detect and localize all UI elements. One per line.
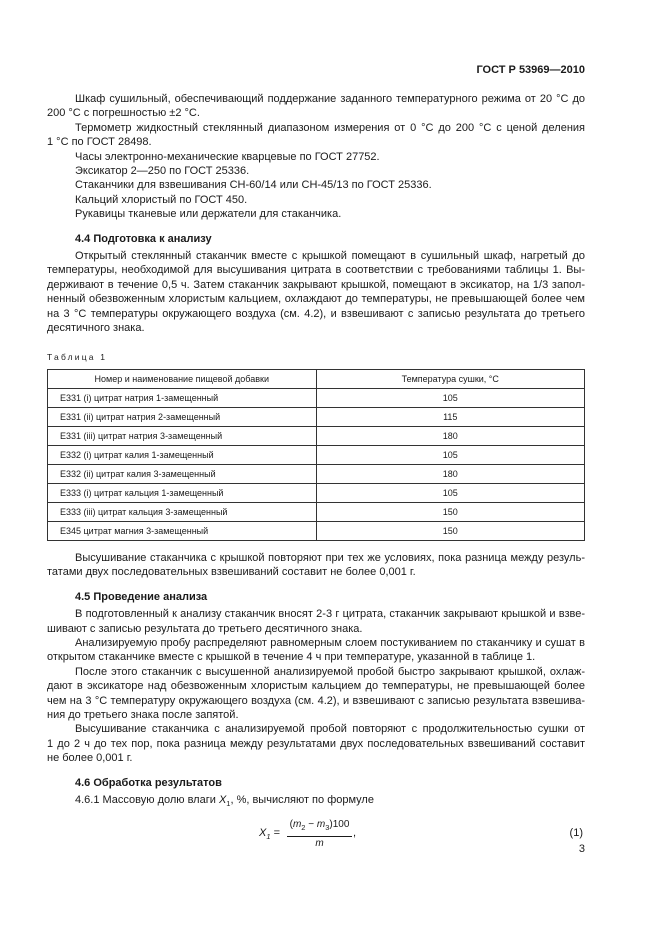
table-header-row: [48, 369, 585, 388]
table-row: [48, 445, 585, 464]
table-cell-additive: Е331 (iii) цитрат натрия 3-замещенный: [48, 426, 317, 445]
text-line: Термометр жидкостный стеклянный диапазоном измерения от 0 °С до 200 °С с ценой деления: [75, 121, 585, 134]
text-line: дают в эксикаторе над обезвоженным хлористым кальцием до температуры, не превышающей более: [47, 680, 585, 693]
text-line: ния до третьего знака после запятой.: [47, 708, 239, 721]
formula-1: [47, 818, 585, 848]
formula-equals: =: [270, 826, 280, 839]
text-line: После этого стаканчик с высушенной анализируемой пробой быстро закрывают крышкой, охлаж-: [75, 665, 585, 678]
formula-intro-post: , %, вычисляют по формуле: [230, 794, 374, 806]
table-caption: Таблица 1: [47, 351, 108, 362]
column-header-temperature: Температура сушки, °С: [316, 369, 585, 388]
formula-intro-pre: 4.6.1 Массовую долю влаги: [75, 794, 219, 806]
text-line: Стаканчики для взвешивания СН-60/14 или СН-45/13 по ГОСТ 25336.: [75, 179, 432, 192]
section-4-5-body: [47, 607, 585, 765]
text-line: десятичного знака.: [47, 322, 145, 335]
text-line: температуры, необходимой для высушивания цитрата в соответствии с требованиями таблицы 1. Вы-: [47, 264, 585, 277]
text-line: В подготовленный к анализу стаканчик вносят 2-3 г цитрата, стаканчик закрывают крышкой и взве-: [75, 608, 585, 621]
text-line: Часы электронно-механические кварцевые по ГОСТ 27752.: [75, 150, 380, 163]
table-cell-temperature: 180: [316, 426, 585, 445]
formula-paren-open: (: [289, 818, 293, 830]
table-cell-temperature: 150: [316, 521, 585, 540]
formula-m3: m: [316, 818, 326, 830]
text-line: ненный обезвоженным хлористым кальцием, охлаждают до температуры, не превышающей более чем: [47, 293, 585, 306]
table-cell-additive: Е332 (i) цитрат калия 1-замещенный: [48, 445, 317, 464]
section-heading-4-6: 4.6 Обработка результатов: [75, 776, 222, 789]
text-line: Рукавицы тканевые или держатели для стаканчика.: [75, 208, 342, 221]
column-header-additive: Номер и наименование пищевой добавки: [48, 369, 317, 388]
table-cell-additive: Е333 (iii) цитрат кальция 3-замещенный: [48, 502, 317, 521]
table-cell-additive: Е331 (i) цитрат натрия 1-замещенный: [48, 388, 317, 407]
text-line: шивают с записью результата до третьего десятичного знака.: [47, 622, 363, 635]
formula-lhs-sub: 1: [266, 831, 271, 841]
text-line: Кальций хлористый по ГОСТ 450.: [75, 193, 248, 206]
formula-denominator: m: [315, 838, 324, 849]
text-line: Высушивание стаканчика с анализируемой пробой повторяют с продолжительностью сушки от: [75, 723, 585, 736]
after-table-paragraph: [47, 551, 585, 580]
table-cell-temperature: 180: [316, 464, 585, 483]
formula-comma: ,: [353, 826, 357, 839]
table-row: [48, 426, 585, 445]
table-cell-additive: Е331 (ii) цитрат натрия 2-замещенный: [48, 407, 317, 426]
text-line: 1 до 2 ч до тех пор, пока разница между результатами двух последовательных взвешиваний составит: [47, 737, 585, 750]
page-number: 3: [578, 843, 585, 855]
formula-lhs: [259, 826, 280, 845]
text-line: Открытый стеклянный стаканчик вместе с крышкой помещают в сушильный шкаф, нагретый до: [75, 250, 585, 263]
text-line: на 3 °С температуры окружающего воздуха (см. 4.2), и взвешивают с записью результата до третьего: [47, 307, 585, 320]
text-line: 200 °С с погрешностью ±2 °С.: [47, 107, 200, 120]
table-row: [48, 502, 585, 521]
formula-paren-close: )100: [329, 818, 350, 830]
text-line: не более 0,001 г.: [47, 752, 133, 765]
table-cell-temperature: 115: [316, 407, 585, 426]
table-cell-temperature: 150: [316, 502, 585, 521]
formula-m3-sub: 3: [325, 822, 330, 832]
equation-number: (1): [569, 826, 583, 839]
formula-intro-sub: 1: [226, 799, 231, 809]
table-row: [48, 483, 585, 502]
text-line: открытом стаканчике вместе с крышкой в течение 4 ч при температуре, указанной в таблице 1.: [47, 651, 536, 664]
section-heading-4-5: 4.5 Проведение анализа: [75, 590, 208, 603]
document-id-header: ГОСТ Р 53969—2010: [476, 64, 585, 76]
section-4-4-body: [47, 249, 585, 335]
text-line: 1 °С по ГОСТ 28498.: [47, 136, 152, 149]
formula-intro: [47, 793, 585, 812]
text-line: Эксикатор 2—250 по ГОСТ 25336.: [75, 165, 250, 178]
table-cell-additive: Е333 (i) цитрат кальция 1-замещенный: [48, 483, 317, 502]
text-line: Высушивание стаканчика с крышкой повторяют при тех же условиях, пока разница между резуль-: [75, 551, 585, 564]
formula-fraction: [287, 818, 352, 852]
formula-minus: −: [305, 818, 317, 830]
equipment-list: [47, 92, 585, 222]
table-cell-additive: Е332 (ii) цитрат калия 3-замещенный: [48, 464, 317, 483]
text-line: чем на 3 °С температуру окружающего воздуха (см. 4.2), и взвешивают с записью результата взвешива-: [47, 694, 585, 707]
formula-m2: m: [292, 818, 302, 830]
section-heading-4-4: 4.4 Подготовка к анализу: [75, 232, 212, 245]
formula-m2-sub: 2: [301, 822, 306, 832]
table-row: [48, 407, 585, 426]
table-cell-temperature: 105: [316, 388, 585, 407]
formula-intro-var: X: [218, 794, 227, 806]
table-row: [48, 521, 585, 540]
formula-numerator: [287, 818, 352, 837]
table-cell-temperature: 105: [316, 483, 585, 502]
formula-lhs-var: X: [259, 826, 267, 839]
text-line: Шкаф сушильный, обеспечивающий поддержание заданного температурного режима от 20 °С до: [75, 93, 585, 105]
text-line: татами двух последовательных взвешиваний составит не более 0,001 г.: [47, 566, 416, 579]
page-content: [47, 92, 585, 848]
table-cell-temperature: 105: [316, 445, 585, 464]
table-cell-additive: Е345 цитрат магния 3-замещенный: [48, 521, 317, 540]
table-row: [48, 464, 585, 483]
drying-temperature-table: [47, 369, 585, 541]
text-line: держивают в течение 0,5 ч. Затем стаканчик закрывают крышкой, помещают в эксикатор, на 1/3 запол-: [47, 278, 585, 291]
text-line: Анализируемую пробу распределяют равномерным слоем постукиванием по стаканчику и сушат в: [75, 636, 585, 649]
table-row: [48, 388, 585, 407]
